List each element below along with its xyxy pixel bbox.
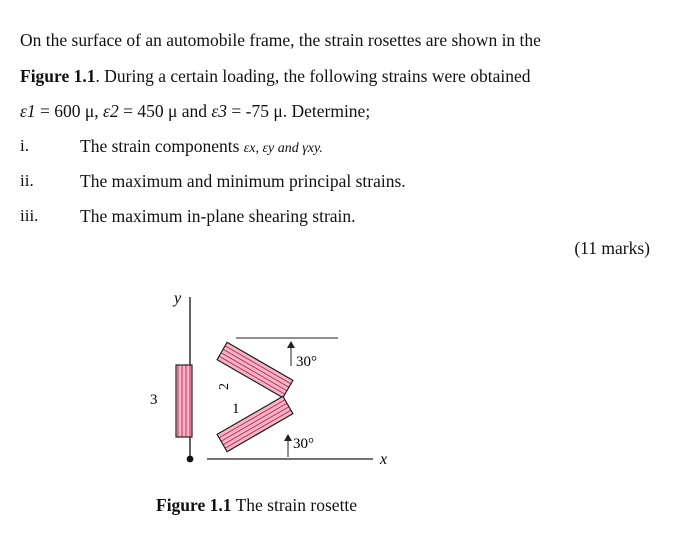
item-1-label: The strain components: [80, 136, 244, 156]
gauge-3-label: 3: [150, 392, 158, 408]
strain-components-math: εx, εy and γxy.: [243, 141, 323, 156]
figure-reference: Figure 1.1: [20, 66, 96, 86]
gauge-1-label: 1: [232, 401, 240, 417]
gauge-2-label: 2: [217, 383, 232, 390]
problem-line-2-text: . During a certain loading, the following strains were obtained: [95, 66, 531, 86]
strain-e1-symbol: ε1: [20, 101, 36, 121]
item-2-number: ii.: [20, 171, 34, 190]
item-1-number: i.: [20, 136, 29, 155]
x-axis-label: x: [380, 451, 388, 468]
gauge-bottom-inclined: [217, 396, 293, 451]
item-2-text: The maximum and minimum principal strains.: [80, 171, 406, 191]
figure-caption-text: The strain rosette: [231, 495, 358, 515]
figure-caption: [156, 495, 357, 516]
item-3-number: iii.: [20, 206, 39, 225]
item-3-text: The maximum in-plane shearing strain.: [80, 206, 356, 226]
strain-e3-symbol: ε3: [211, 101, 228, 121]
marks-label: (11 marks): [574, 238, 650, 258]
bottom-angle-arrow-icon: [284, 434, 292, 441]
strain-e2-value: = 450 μ and: [118, 101, 212, 121]
gauge-3: [176, 365, 192, 437]
strain-e3-value: = -75 μ. Determine;: [227, 101, 371, 121]
problem-line-1: On the surface of an automobile frame, the strain rosettes are shown in the: [20, 30, 541, 50]
top-angle-arrow-icon: [287, 341, 295, 348]
origin-dot: [187, 456, 194, 463]
bottom-angle-label: 30°: [293, 436, 314, 452]
top-angle-label: 30°: [296, 354, 317, 370]
y-axis-label: y: [174, 290, 182, 307]
strain-e2-symbol: ε2: [103, 101, 119, 121]
figure-caption-label: Figure 1.1: [156, 495, 232, 515]
strain-e1-value: = 600 μ,: [35, 101, 104, 121]
